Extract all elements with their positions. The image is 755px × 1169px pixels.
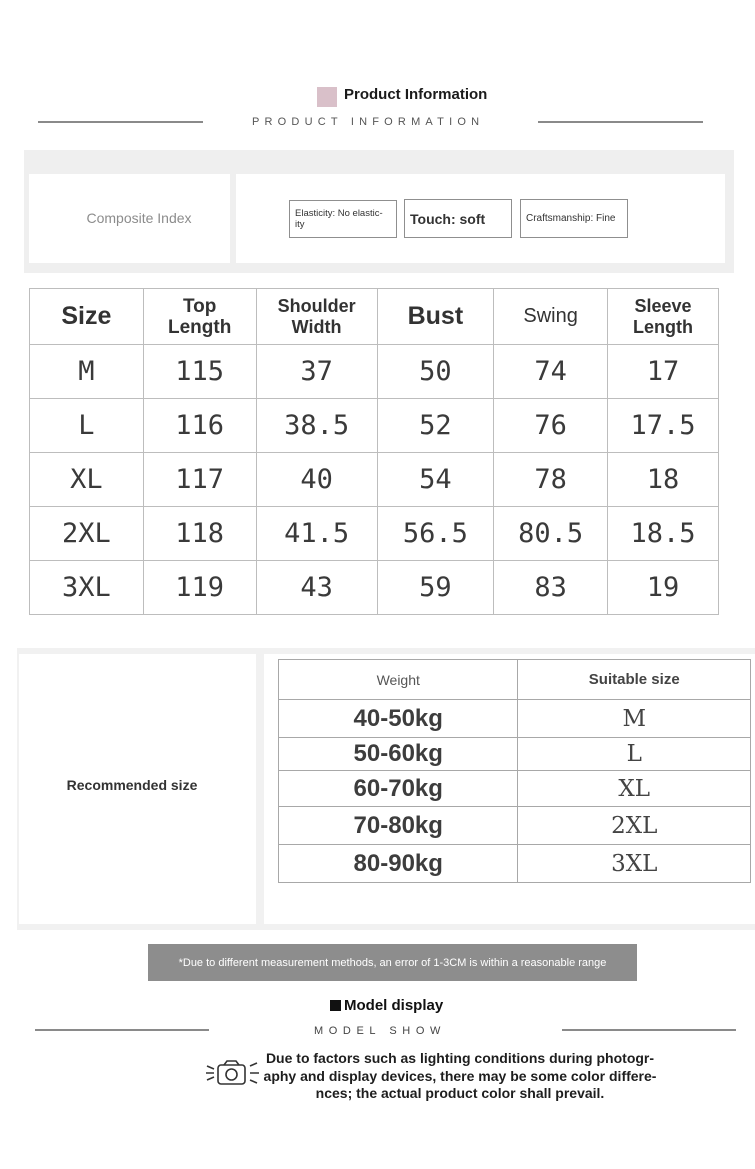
header-top-length: Top Length <box>143 289 256 345</box>
table-row <box>279 845 751 883</box>
shoulder-width-cell: 41.5 <box>256 507 377 561</box>
header-shoulder-width: Shoulder Width <box>256 289 377 345</box>
size-cell: 2XL <box>30 507 144 561</box>
section-title: Product Information <box>344 86 488 103</box>
weight-cell: 60-70kg <box>279 771 518 807</box>
table-row <box>30 453 719 507</box>
table-row <box>279 738 751 771</box>
table-row <box>30 345 719 399</box>
swing-cell: 78 <box>494 453 608 507</box>
sleeve-length-cell: 18.5 <box>608 507 719 561</box>
recommended-size-label: Recommended size <box>66 777 198 793</box>
tag-touch: Touch: soft <box>404 199 512 238</box>
sleeve-length-cell: 18 <box>608 453 719 507</box>
top-length-cell: 119 <box>143 561 256 615</box>
divider-right <box>538 121 703 123</box>
table-row <box>30 561 719 615</box>
table-row <box>30 507 719 561</box>
header-suitable-size: Suitable size <box>518 660 751 700</box>
top-length-cell: 115 <box>143 345 256 399</box>
section-subtitle: PRODUCT INFORMATION <box>252 116 485 128</box>
recommended-size-table <box>278 659 751 883</box>
bust-cell: 52 <box>377 399 494 453</box>
shoulder-width-cell: 38.5 <box>256 399 377 453</box>
square-bullet-icon <box>330 1000 341 1011</box>
table-row <box>279 771 751 807</box>
weight-cell: 40-50kg <box>279 700 518 738</box>
top-length-cell: 118 <box>143 507 256 561</box>
tag-craftsmanship: Craftsmanship: Fine <box>520 199 628 238</box>
swing-cell: 83 <box>494 561 608 615</box>
header-swing: Swing <box>494 289 608 345</box>
bust-cell: 59 <box>377 561 494 615</box>
shoulder-width-cell: 37 <box>256 345 377 399</box>
suitable-size-cell: 3XL <box>518 845 751 883</box>
top-length-cell: 116 <box>143 399 256 453</box>
suitable-size-cell: 2XL <box>518 807 751 845</box>
model-display-heading <box>330 997 443 1014</box>
tag-elasticity: Elasticity: No elastic-ity <box>289 200 397 238</box>
divider-left <box>35 1029 209 1031</box>
header-swatch <box>317 87 337 107</box>
camera-icon <box>205 1058 261 1093</box>
composite-index-label: Composite Index <box>86 210 192 226</box>
suitable-size-cell: L <box>518 738 751 771</box>
divider-right <box>562 1029 736 1031</box>
model-display-title: Model display <box>344 997 444 1014</box>
table-row <box>30 399 719 453</box>
size-cell: 3XL <box>30 561 144 615</box>
size-chart-table <box>29 288 719 615</box>
bust-cell: 56.5 <box>377 507 494 561</box>
recommended-header-row <box>279 660 751 700</box>
sleeve-length-cell: 19 <box>608 561 719 615</box>
swing-cell: 74 <box>494 345 608 399</box>
shoulder-width-cell: 40 <box>256 453 377 507</box>
size-cell: XL <box>30 453 144 507</box>
header-weight: Weight <box>279 660 518 700</box>
swing-cell: 76 <box>494 399 608 453</box>
shoulder-width-cell: 43 <box>256 561 377 615</box>
table-row <box>279 700 751 738</box>
weight-cell: 80-90kg <box>279 845 518 883</box>
weight-cell: 70-80kg <box>279 807 518 845</box>
bust-cell: 54 <box>377 453 494 507</box>
header-bust: Bust <box>377 289 494 345</box>
measurement-note: *Due to different measurement methods, an error of 1-3CM is within a reasonable range <box>148 944 637 981</box>
header-sleeve-length: Sleeve Length <box>608 289 719 345</box>
swing-cell: 80.5 <box>494 507 608 561</box>
top-length-cell: 117 <box>143 453 256 507</box>
size-table-header <box>30 289 719 345</box>
bust-cell: 50 <box>377 345 494 399</box>
color-disclaimer: Due to factors such as lighting conditions during photogr-aphy and display devices, there may be some color differe-nces; the actual product color shall prevail. <box>263 1050 657 1101</box>
sleeve-length-cell: 17.5 <box>608 399 719 453</box>
header-size: Size <box>30 289 144 345</box>
model-show-subtitle: MODEL SHOW <box>314 1025 446 1037</box>
table-row <box>279 807 751 845</box>
suitable-size-cell: XL <box>518 771 751 807</box>
weight-cell: 50-60kg <box>279 738 518 771</box>
size-cell: L <box>30 399 144 453</box>
size-cell: M <box>30 345 144 399</box>
sleeve-length-cell: 17 <box>608 345 719 399</box>
divider-left <box>38 121 203 123</box>
suitable-size-cell: M <box>518 700 751 738</box>
